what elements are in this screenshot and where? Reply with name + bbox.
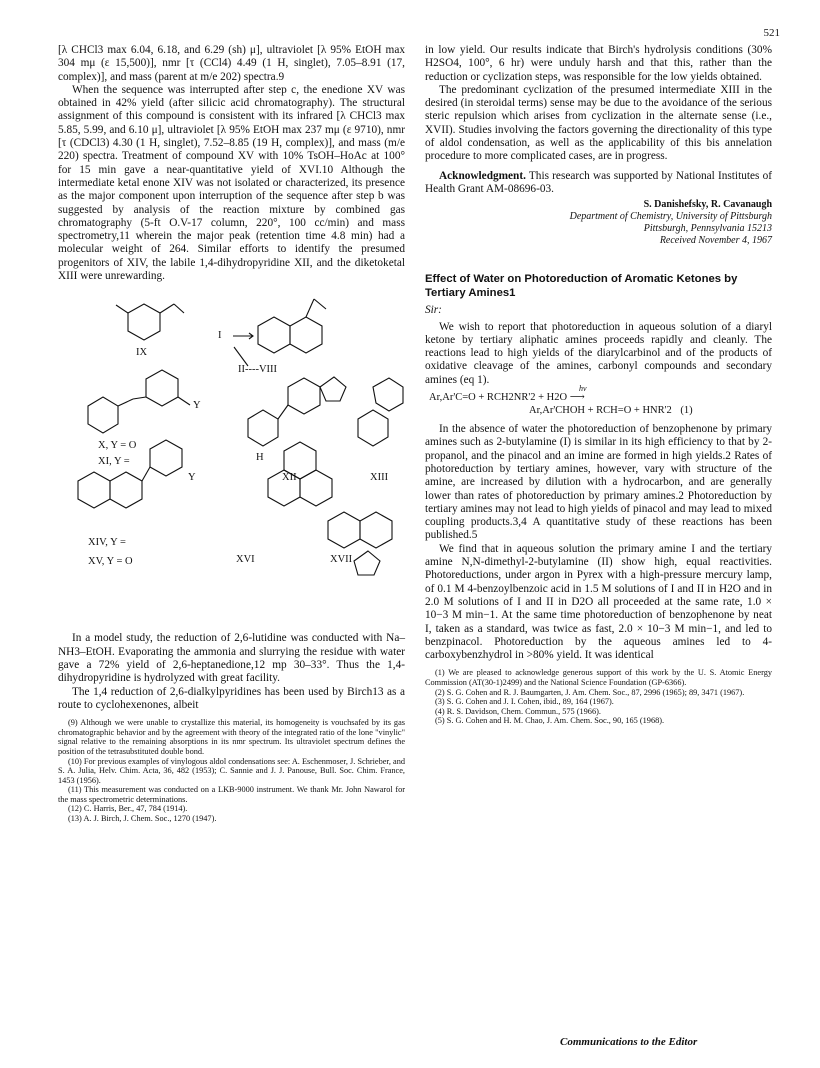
salutation: Sir:: [425, 304, 442, 317]
label-XIII: XIII: [370, 472, 389, 484]
acknowledgment-label: Acknowledgment.: [439, 169, 526, 182]
label-X: X, Y = O: [98, 440, 137, 452]
equation-hv: hν: [579, 384, 587, 394]
label-XVI: XVI: [236, 554, 255, 566]
chemical-structures-figure: [58, 291, 405, 626]
right-paragraph-5: We find that in aqueous solution the primary amine I and the tertiary amine N,N-dimethyl-2-butylamine (II) show high, equal reactivities. Photoreductions, under argon in Pyrex with a high-pressure mercury lamp, of 0.1 M 4-benzoylbenzoic acid in 1.5 M solutions of I and II in H2O and in 2.0 M solutions of I and II in D2O all proceeded at the same rate, 1.0 × 10−3 M min−1. At the same time photoreduction of benzophenone by neat I, taken as a standard, was twice as fast, 2.0 × 10−3 M min−1, and led to benzpinacol. Photoreduction by the aqueous amines led to 4-carboxybenzhydrol in >80% yield. It was identical: [425, 542, 772, 662]
label-Y-1: Y: [193, 400, 201, 412]
right-paragraph-2: The predominant cyclization of the presumed intermediate XIII in the desired (in steroidal terms) sense may be due to the avoidance of the serious steric repulsion which arises from cyclization in the alternate sense (i.e., XVII). Studies involving the factors governing the directionality of this type of aldol condensation, as well as the applicability of this bis annelation procedure to more complicated cases, are in progress.: [425, 83, 772, 163]
equation-number: (1): [680, 405, 693, 417]
acknowledgment-text: This research was supported by National Institutes of Health Grant AM-08696-03.: [425, 169, 772, 195]
footnote-5: (5) S. G. Cohen and H. M. Chao, J. Am. Chem. Soc., 90, 165 (1968).: [435, 716, 665, 726]
footnote-1: (1) We are pleased to acknowledge generous support of this work by the U. S. Atomic Energy Commission (AT(30-1)2499) and the National Science Foundation (GP-6366).: [425, 668, 772, 687]
signature-received: Received November 4, 1967: [659, 235, 772, 247]
right-paragraph-1: in low yield. Our results indicate that Birch's hydrolysis conditions (30% H2SO4, 100°, 6 hr) were unduly harsh and that this, rather than the reduction or cyclization steps, was responsible for the low yields obtained.: [425, 44, 772, 83]
left-column: [58, 44, 405, 824]
label-H: H: [256, 452, 264, 464]
signature-block: [425, 199, 772, 247]
footnote-4: (4) R. S. Davidson, Chem. Commun., 575 (1966).: [435, 706, 601, 716]
footnote-10: (10) For previous examples of vinylogous aldol condensations see: A. Eschenmoser, J. Schrieber, and S. A. Julia, Helv. Chim. Acta, 36, 482 (1953); C. Sannie and J. J. Panouse, Bull. Soc. Chim. France, 1453 (1956).: [58, 756, 405, 785]
label-XV: XV, Y = O: [88, 556, 133, 568]
page-number: 521: [763, 27, 780, 39]
label-II-VIII: II----VIII: [238, 364, 278, 376]
left-footnotes: [58, 718, 405, 824]
left-paragraph-3: In a model study, the reduction of 2,6-lutidine was conducted with Na–NH3–EtOH. Evaporating the ammonia and slurrying the residue with water gave a 72% yield of 2,6-heptanedione,12 mp 30–33°. Thus the 1,4-dihydropyridine is hydrolyzed with great facility.: [58, 632, 405, 685]
right-column: [425, 44, 772, 726]
footnote-12: (12) C. Harris, Ber., 47, 784 (1914).: [68, 804, 188, 814]
footnote-3: (3) S. G. Cohen and J. I. Cohen, ibid., 89, 164 (1967).: [435, 697, 614, 707]
footnote-9: (9) Although we were unable to crystallize this material, its homogeneity is vouchsafed by its gas chromatographic behavior and by the agreement with theory of the integrated ratio of the lone "vinylic" signal relative to the remaining absorptions in its nmr spectrum. Its ultraviolet spectrum defines the position of the tetrasubstituted double bond.: [58, 718, 405, 756]
label-XIV: XIV, Y =: [88, 537, 126, 549]
right-footnotes: [425, 668, 772, 726]
journal-section-footer: Communications to the Editor: [560, 1036, 698, 1048]
left-paragraph-4: The 1,4 reduction of 2,6-dialkylpyridines has been used by Birch13 as a route to cyclohexenones, albeit: [58, 685, 405, 711]
equation-1: [429, 384, 772, 417]
label-XII: XII: [282, 472, 297, 484]
signature-city: Pittsburgh, Pennsylvania 15213: [643, 223, 772, 235]
footnote-13: (13) A. J. Birch, J. Chem. Soc., 1270 (1947).: [68, 814, 217, 824]
footnote-11: (11) This measurement was conducted on a LKB-9000 instrument. We thank Mr. John Nawarol for the mass spectrometric determinations.: [58, 785, 405, 804]
footnote-2: (2) S. G. Cohen and R. J. Baumgarten, J. Am. Chem. Soc., 87, 2996 (1965); 89, 3471 (1967).: [435, 687, 745, 697]
right-paragraph-4: In the absence of water the photoreduction of benzophenone by primary amines such as 2-butylamine (I) is similar in its high efficiency to that by 2-propanol, and the pinacol and an imine are formed in high yields.2 Rates of photoreduction by tertiary amines, however, vary with structure of the amine, are increased by dilution with a hydrocarbon, and are generally lower than rates of photoreduction by primary amines.2 Photoreduction by tertiary amines may not lead to high yields of pinacol and may lead to mixed coupling products.3,4 A quantitative study of these reactions has been published.5: [425, 423, 772, 542]
left-paragraph-1: [λ CHCl3 max 6.04, 6.18, and 6.29 (sh) μ], ultraviolet [λ 95% EtOH max 304 mμ (ε 15,500)], nmr [τ (CCl4) 4.49 (1 H, singlet), 7.05–8.91 (17, complex)], and mass (parent at m/e 202) spectra.9: [58, 44, 405, 83]
signature-department: Department of Chemistry, University of Pittsburgh: [569, 211, 772, 223]
left-paragraph-2: When the sequence was interrupted after step c, the enedione XV was obtained in 42% yield (after silicic acid chromatography). The structural assignment of this compound is consistent with its infrared [λ CHCl3 max 5.85, 5.99, and 6.10 μ], ultraviolet [λ 95% EtOH max 237 mμ (ε 9710), nmr [τ (CDCl3) 4.30 (1 H, singlet), 7.52–8.85 (19 H, complex)], and mass (m/e 220) spectra. Treatment of compound XV with 10% TsOH–HoAc at 100° for 15 min gave a near-quantitative yield of XVI.10 Although the intermediate ketal enone XIV was not isolated or characterized, its presence as the major component upon interruption of the sequence after step b was suggested by analysis of the reaction mixture by combined gas chromatography (5-ft O.V-17 column, 220°, 100 cc/min) and mass spectrometry,11 wherein the major peak (retention time 4.8 min) had a molecular weight of 264. Similar efforts to identify the presumed progenitors of XIV, the labile 1,4-dihydropyridine XII, and the diketoketal XIII were unrewarding.: [58, 83, 405, 283]
label-Y-2: Y: [188, 472, 196, 484]
equation-line-2: Ar,Ar'CHOH + RCH=O + HNR'2: [529, 405, 672, 417]
article-title: Effect of Water on Photoreduction of Aromatic Ketones by Tertiary Amines1: [425, 273, 738, 299]
label-XI: XI, Y =: [98, 456, 130, 468]
equation-line-1: Ar,Ar'C=O + RCH2NR'2 + H2O ⟶: [429, 392, 585, 404]
acknowledgment: [425, 170, 772, 197]
label-I: I: [218, 330, 222, 342]
signature-authors: S. Danishefsky, R. Cavanaugh: [643, 199, 772, 211]
label-XVII: XVII: [330, 554, 353, 566]
right-paragraph-3: We wish to report that photoreduction in aqueous solution of a diaryl ketone by tertiary aliphatic amines proceeds rapidly and cleanly. The reactions lead to high yields of the diarylcarbinol and of the products of oxidative cleavage of the amines, carbonyl compounds and secondary amines (eq 1).: [425, 320, 772, 386]
label-IX: IX: [136, 347, 148, 359]
